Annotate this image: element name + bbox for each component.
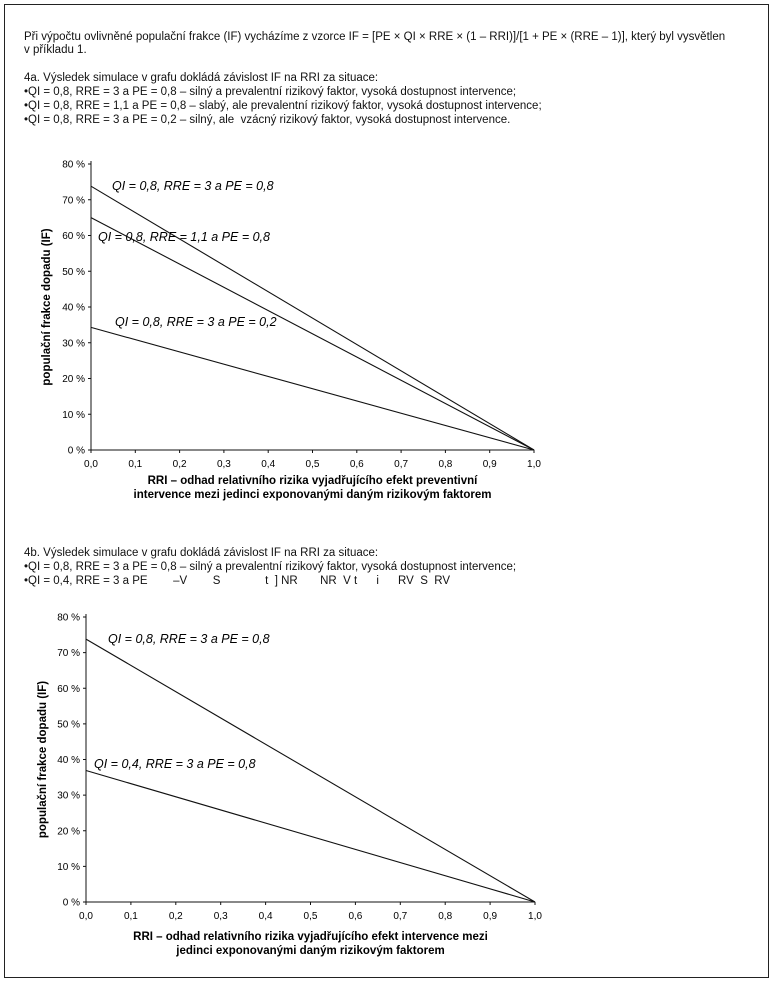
y-axis-label: populační frakce dopadu (IF) bbox=[41, 228, 53, 386]
y-tick-label: 60 % bbox=[57, 683, 80, 695]
x-tick-label: 0,8 bbox=[438, 459, 453, 470]
x-tick-label: 0,4 bbox=[258, 911, 273, 922]
x-tick-label: 0,4 bbox=[261, 459, 276, 470]
x-tick-label: 0,3 bbox=[216, 459, 231, 470]
intro-line-1: Při výpočtu ovlivněné populační frakce (IF) vycházíme z vzorce IF = [PE × QI × RRE × (1 – RRI)]/[1 + PE × (RRE – 1)], který byl vysvětlen bbox=[24, 31, 726, 43]
y-tick-label: 40 % bbox=[57, 755, 80, 766]
y-tick-label: 50 % bbox=[57, 719, 80, 731]
series-line bbox=[91, 218, 534, 450]
chart-4a bbox=[0, 150, 775, 510]
series-label: QI = 0,4, RRE = 3 a PE = 0,8 bbox=[94, 757, 256, 771]
y-tick-label: 10 % bbox=[57, 861, 80, 873]
y-tick-label: 60 % bbox=[62, 231, 85, 242]
x-tick-label: 0,5 bbox=[303, 911, 318, 922]
y-tick-label: 30 % bbox=[57, 790, 80, 802]
x-axis-label: RRI – odhad relativního rizika vyjadřujícího efekt preventivní bbox=[147, 475, 478, 487]
intro-line-2: v příkladu 1. bbox=[24, 44, 87, 56]
y-tick-label: 20 % bbox=[62, 374, 85, 385]
y-tick-label: 80 % bbox=[62, 159, 85, 171]
x-tick-label: 0,2 bbox=[168, 911, 183, 922]
x-tick-label: 0,8 bbox=[438, 911, 453, 922]
x-tick-label: 0,2 bbox=[172, 459, 187, 470]
x-tick-label: 0,3 bbox=[213, 911, 228, 922]
series-label: QI = 0,8, RRE = 3 a PE = 0,2 bbox=[115, 315, 277, 329]
section-a-item: •QI = 0,8, RRE = 1,1 a PE = 0,8 – slabý, ale prevalentní rizikový faktor, vysoká dostupnost intervence; bbox=[24, 100, 542, 112]
y-tick-label: 20 % bbox=[57, 826, 80, 838]
x-tick-label: 0,7 bbox=[393, 911, 408, 922]
section-a-item: •QI = 0,8, RRE = 3 a PE = 0,8 – silný a prevalentní rizikový faktor, vysoká dostupnost intervence; bbox=[24, 86, 517, 98]
y-tick-label: 0 % bbox=[62, 897, 80, 909]
x-axis-label: intervence mezi jedinci exponovanými daným rizikovým faktorem bbox=[133, 489, 492, 501]
x-tick-label: 0,0 bbox=[79, 911, 93, 922]
x-tick-label: 0,0 bbox=[84, 459, 98, 470]
x-tick-label: 0,9 bbox=[483, 911, 498, 922]
x-axis-label: jedinci exponovanými daným rizikovým faktorem bbox=[176, 945, 445, 957]
section-b-heading: 4b. Výsledek simulace v grafu dokládá závislost IF na RRI za situace: bbox=[24, 547, 379, 559]
x-tick-label: 0,9 bbox=[482, 459, 497, 470]
y-tick-label: 30 % bbox=[62, 338, 85, 350]
x-tick-label: 0,7 bbox=[394, 459, 409, 470]
series-line bbox=[91, 327, 534, 450]
x-tick-label: 0,6 bbox=[348, 911, 363, 922]
x-tick-label: 0,1 bbox=[123, 911, 138, 922]
section-a-heading: 4a. Výsledek simulace v grafu dokládá závislost IF na RRI za situace: bbox=[24, 72, 379, 84]
y-tick-label: 0 % bbox=[67, 445, 85, 457]
series-label: QI = 0,8, RRE = 3 a PE = 0,8 bbox=[108, 632, 270, 646]
y-axis-label: populační frakce dopadu (IF) bbox=[37, 680, 49, 839]
section-b-item: •QI = 0,8, RRE = 3 a PE = 0,8 – silný a prevalentní rizikový faktor, vysoká dostupnost intervence; bbox=[24, 561, 517, 573]
series-line bbox=[86, 771, 535, 903]
y-tick-label: 70 % bbox=[57, 648, 80, 660]
series-label: QI = 0,8, RRE = 1,1 a PE = 0,8 bbox=[98, 230, 270, 244]
x-tick-label: 1,0 bbox=[528, 911, 542, 922]
y-tick-label: 50 % bbox=[62, 266, 85, 278]
x-axis-label: RRI – odhad relativního rizika vyjadřujícího efekt intervence mezi bbox=[133, 931, 488, 943]
x-tick-label: 0,1 bbox=[128, 459, 143, 470]
chart-4b bbox=[0, 600, 775, 970]
y-tick-label: 10 % bbox=[62, 409, 85, 421]
y-tick-label: 40 % bbox=[62, 302, 85, 314]
x-tick-label: 0,5 bbox=[305, 459, 320, 470]
x-tick-label: 0,6 bbox=[349, 459, 364, 470]
y-tick-label: 80 % bbox=[57, 612, 80, 624]
y-tick-label: 70 % bbox=[62, 195, 85, 207]
series-label: QI = 0,8, RRE = 3 a PE = 0,8 bbox=[112, 179, 274, 193]
x-tick-label: 1,0 bbox=[527, 459, 541, 470]
section-a-item: •QI = 0,8, RRE = 3 a PE = 0,2 – silný, ale vzácný rizikový faktor, vysoká dostupnost intervence. bbox=[24, 114, 511, 126]
section-b-item: •QI = 0,4, RRE = 3 a PE –V S t ] NR NR V t i RV S RV bbox=[24, 575, 451, 587]
